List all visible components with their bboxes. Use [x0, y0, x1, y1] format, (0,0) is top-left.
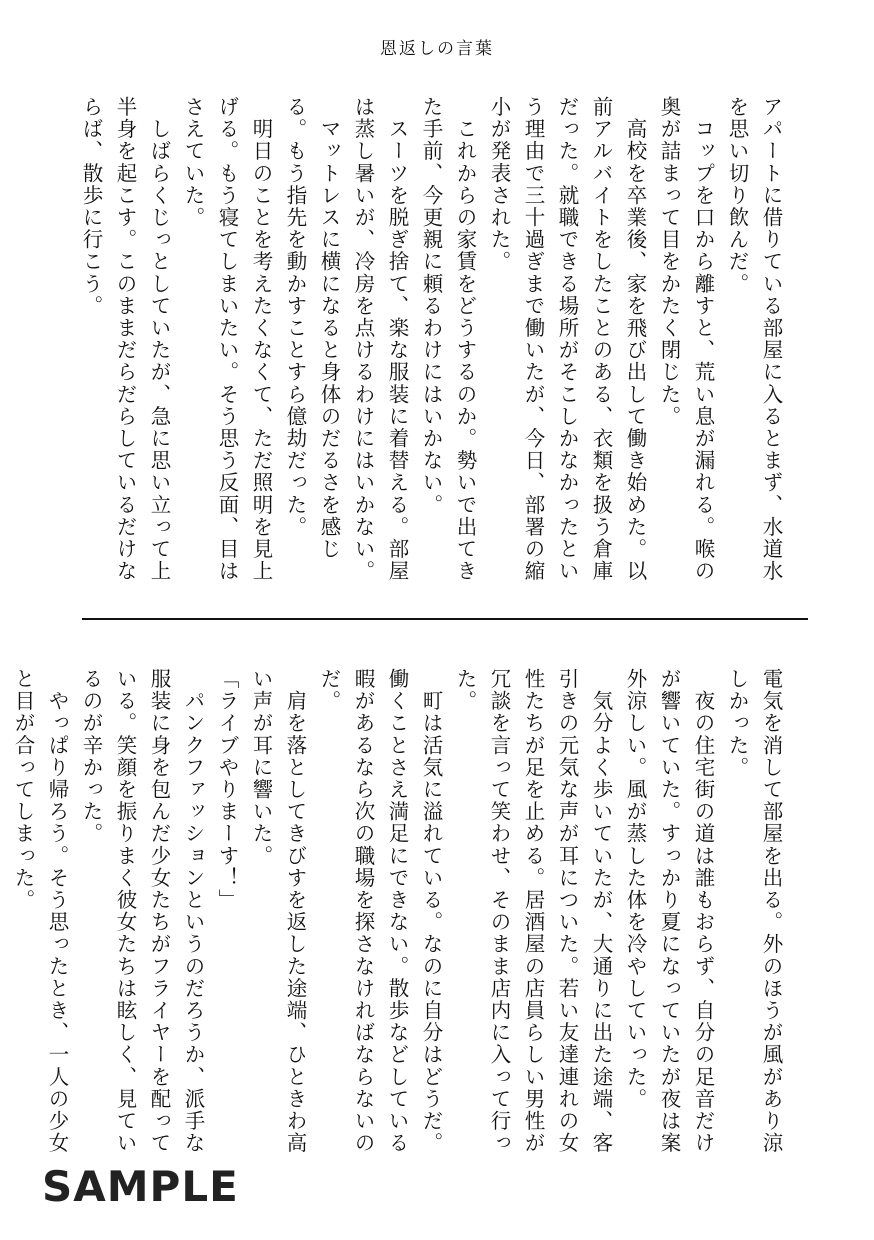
upper-text-block	[74, 96, 788, 596]
sample-watermark: SAMPLE	[42, 1162, 239, 1211]
paragraph: これからの家賃をどうするのか。勢いで出てきた手前、今更親に頼るわけにはいかない。	[419, 96, 477, 583]
paragraph: マットレスに横になると身体のだるさを感じる。もう指先を動かすことすら億劫だった。	[283, 96, 341, 561]
paragraph: 肩を落としてきびすを返した途端、ひときわ高い声が耳に響いた。	[249, 668, 307, 1155]
paragraph: 明日のことを考えたくなくて、ただ照明を見上げる。もう寝てしまいたい。そう思う反面、目はさえていた。	[181, 96, 273, 583]
paragraph: パンクファッションというのだろうか、派手な服装に身を包んだ少女たちがフライヤーを配っている。笑顔を振りまく彼女たちは眩しく、見ているのが辛かった。	[79, 668, 205, 1155]
lower-text-block	[6, 668, 788, 1168]
paragraph: 夜の住宅街の道は誰もおらず、自分の足音だけが響いていた。すっかり夏になっていたが夜は案外涼しい。風が蒸した体を冷やしていった。	[623, 668, 715, 1155]
paragraph: やっぱり帰ろう。そう思ったとき、一人の少女と目が合ってしまった。	[11, 668, 69, 1155]
paragraph: アパートに借りている部屋に入るとまず、水道水を思い切り飲んだ。	[725, 96, 783, 583]
paragraph: 電気を消して部屋を出る。外のほうが風があり涼しかった。	[725, 668, 783, 1155]
paragraph: コップを口から離すと、荒い息が漏れる。喉の奥が詰まって目をかたく閉じた。	[657, 96, 715, 583]
section-divider	[82, 618, 808, 620]
paragraph: スーツを脱ぎ捨て、楽な服装に着替える。部屋は蒸し暑いが、冷房を点けるわけにはいかない。	[351, 96, 409, 583]
page-title: 恩返しの言葉	[380, 39, 494, 59]
paragraph: 気分よく歩いていたが、大通りに出た途端、客引きの元気な声が耳についた。若い友達連れの女性たちが足を止める。居酒屋の店員らしい男性が冗談を言って笑わせ、そのまま店内に入って行った。	[453, 668, 613, 1155]
paragraph: 「ライブやりまーす！」	[215, 668, 239, 912]
paragraph: 町は活気に溢れている。なのに自分はどうだ。働くことさえ満足にできない。散歩などしている暇があるなら次の職場を探さなければならないのだ。	[317, 668, 443, 1155]
paragraph: 高校を卒業後、家を飛び出して働き始めた。以前アルバイトをしたことのある、衣類を扱う倉庫だった。就職できる場所がそこしかなかったという理由で三十過ぎまで働いたが、今日、部署の縮小が発表された。	[487, 96, 647, 583]
paragraph: しばらくじっとしていたが、急に思い立って上半身を起こす。このままだらだらしているだけならば、散歩に行こう。	[79, 96, 171, 583]
